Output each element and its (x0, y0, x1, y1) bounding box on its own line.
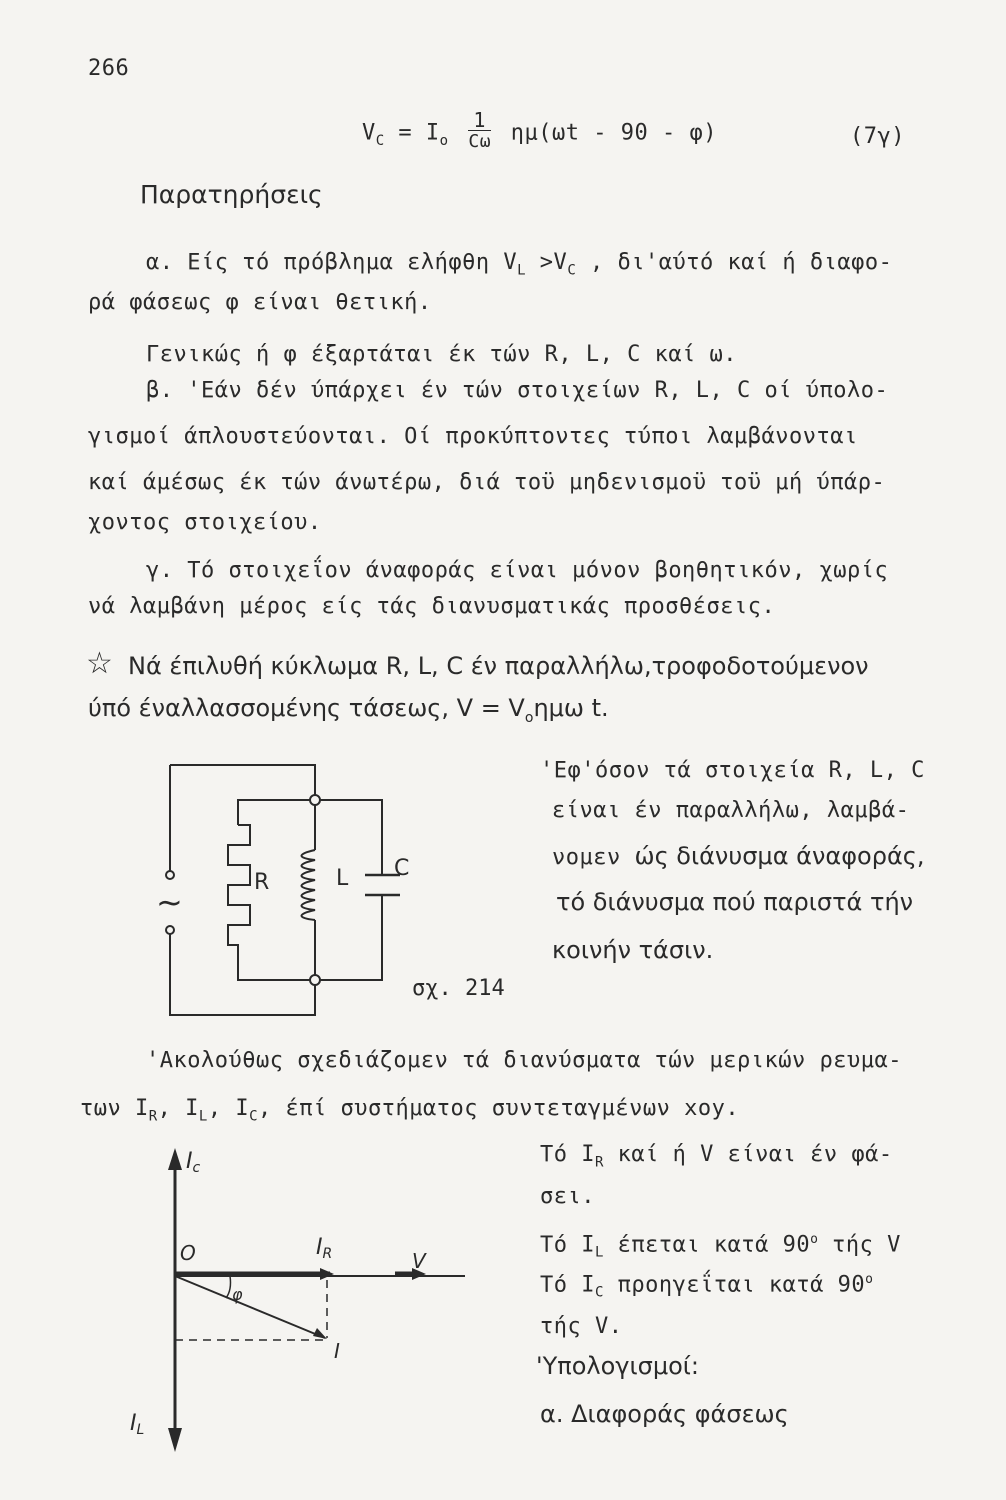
phasor-text: καί ή V είναι έν φά- (603, 1142, 893, 1167)
phasor-text: Τό I (540, 1142, 595, 1167)
problem-text: ύπό έναλλασσομένης τάσεως, V = V (88, 694, 525, 722)
para-a-sub-c: C (567, 262, 577, 279)
eq-lhs: V (362, 120, 376, 146)
ac-source-label: ~ (156, 883, 183, 921)
phasor-text: προηγεΐται κατά 90 (603, 1272, 866, 1298)
phasor-sub: L (594, 1244, 604, 1261)
page-number: 266 (88, 56, 130, 81)
phasor-sub: C (594, 1284, 604, 1301)
following-line-1: 'Ακολούθως σχεδιάζομεν τά διανύσματα τών μερικών ρευμα- (146, 1048, 902, 1073)
phasor-text-3 (540, 1232, 901, 1261)
il-label: IL (130, 1411, 145, 1438)
origin-label: O (180, 1241, 196, 1265)
circuit-text-3a: νομεν (552, 845, 635, 870)
circuit-diagram (150, 745, 550, 1025)
para-a-text: , δι'αύτό καί ή διαφο- (576, 250, 893, 275)
para-c-line-2: νά λαμβάνη μέρος είς τάς διανυσματικάς προσθέσεις. (88, 594, 776, 619)
figure-caption: σχ. 214 (412, 976, 505, 1001)
circuit-text-3b: ώς διάνυσμα άναφοράς, (634, 842, 925, 870)
para-a-sub-l: L (517, 262, 527, 279)
para-b-line-2: γισμοί άπλουστεύονται. Οί προκύπτοντες τύποι λαμβάνονται (88, 424, 858, 449)
eq-frac-num: 1 (468, 110, 491, 131)
para-a-line-1 (146, 250, 1006, 278)
para-a-line-2: ρά φάσεως φ είναι θετική. (88, 290, 432, 315)
following-sub: C (249, 1108, 259, 1125)
circuit-text-1: 'Εφ'όσον τά στοιχεία R, L, C (540, 758, 925, 783)
equation (362, 108, 717, 172)
following-text: , I (157, 1096, 199, 1121)
equation-number: (7γ) (850, 124, 905, 149)
ic-label: Ic (186, 1149, 201, 1176)
following-sub: R (148, 1108, 158, 1125)
circuit-text-5: κοινήν τάσιν. (552, 936, 714, 964)
phasor-text: Τό I (540, 1232, 595, 1258)
capacitor-label: C (394, 856, 410, 881)
ir-label: IR (316, 1235, 333, 1262)
para-a-line-3: Γενικώς ή φ έξαρτάται έκ τών R, L, C καί ω. (146, 342, 738, 367)
para-a-text: >V (526, 250, 568, 275)
para-b-line-3: καί άμέσως έκ τών άνωτέρω, διά τοϋ μηδενισμοϋ τοϋ μή ύπάρ- (88, 470, 886, 495)
para-b-line-4: χοντος στοιχείου. (88, 510, 322, 535)
para-c-line-1: γ. Τό στοιχεΐον άναφοράς είναι μόνον βοηθητικόν, χωρίς (146, 558, 889, 583)
phasor-text-7: α. Διαφοράς φάσεως (540, 1400, 789, 1428)
resistor-label: R (254, 870, 270, 895)
phasor-text: Τό I (540, 1272, 595, 1298)
phasor-sup: o (865, 1272, 874, 1287)
i-label: I (334, 1339, 340, 1363)
phasor-text-5: τής V. (540, 1314, 623, 1339)
para-a-text: α. Είς τό πρόβλημα ελήφθη V (146, 250, 518, 275)
following-text: , έπί συστήματος συντεταγμένων xoy. (258, 1096, 740, 1121)
circuit-text-4: τό διάνυσμα πού παριστά τήν (556, 888, 914, 916)
star-icon: ☆ (86, 646, 113, 681)
phasor-sup: o (810, 1232, 819, 1247)
eq-fraction (468, 110, 491, 153)
inductor-label: L (336, 866, 349, 891)
problem-text: ημω t. (533, 694, 609, 722)
v-label: V (412, 1249, 426, 1273)
phasor-text: τής V (818, 1232, 901, 1258)
eq-lhs-sub: C (375, 132, 385, 149)
problem-line-2 (88, 694, 609, 726)
phasor-text-4 (540, 1272, 873, 1301)
circuit-text-2: είναι έν παραλλήλω, λαμβά- (552, 798, 910, 823)
phasor-text-1 (540, 1142, 893, 1170)
problem-sub: ο (524, 709, 534, 726)
phasor-text: έπεται κατά 90 (603, 1232, 811, 1258)
following-line-2 (80, 1096, 940, 1124)
eq-i-sub: o (439, 132, 449, 149)
heading-observations: Παρατηρήσεις (140, 180, 323, 209)
following-text: , I (207, 1096, 250, 1121)
problem-line-1: Νά έπιλυθή κύκλωμα R, L, C έν παραλλήλω,τροφοδοτούμενον (128, 652, 869, 680)
circuit-text-3 (552, 842, 924, 870)
phasor-diagram (120, 1140, 480, 1470)
eq-rhs: ημ(ωt - 90 - φ) (510, 120, 717, 146)
phasor-text-6: 'Υπολογισμοί: (536, 1352, 699, 1380)
eq-frac-den: Cω (468, 131, 492, 152)
phasor-text-2: σει. (540, 1184, 595, 1209)
phasor-sub: R (594, 1154, 604, 1171)
phi-label: φ (232, 1285, 243, 1304)
following-sub: L (198, 1108, 208, 1125)
following-text: των I (80, 1096, 149, 1121)
eq-equals: = I (384, 120, 440, 146)
para-b-line-1: β. 'Εάν δέν ύπάρχει έν τών στοιχείων R, L, C οί ύπολο- (146, 378, 889, 403)
